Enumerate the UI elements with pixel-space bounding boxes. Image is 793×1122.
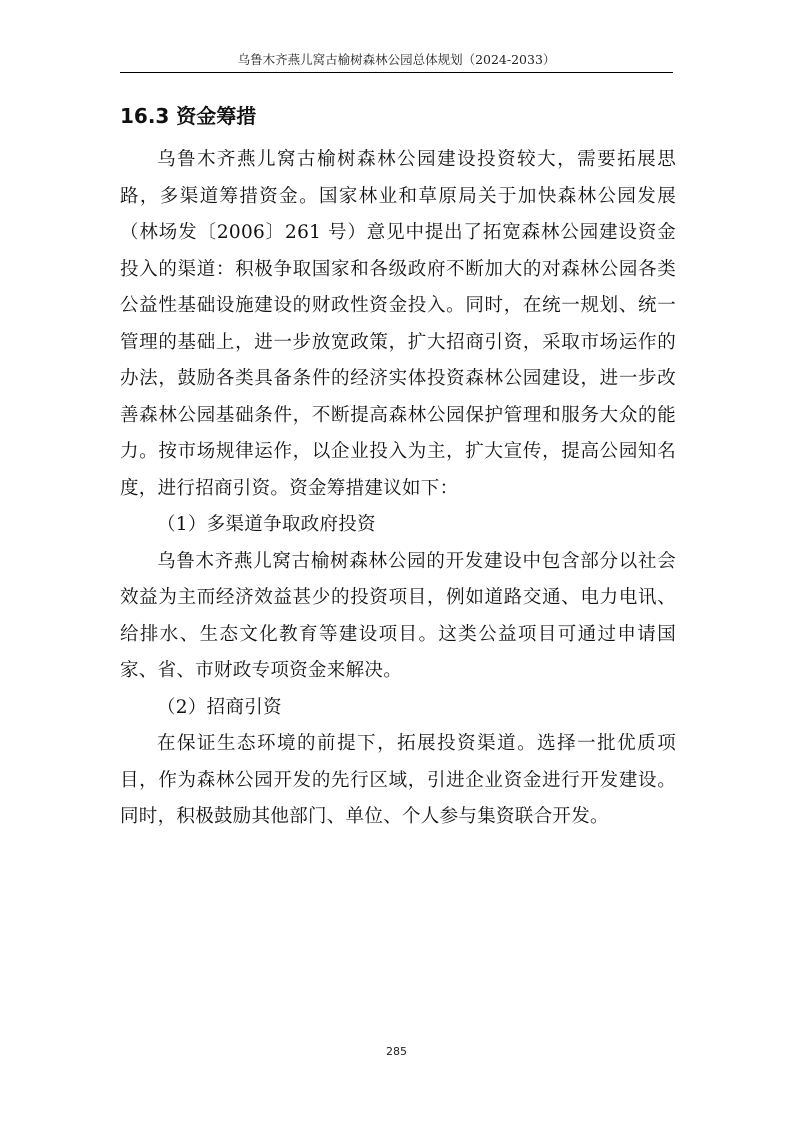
- paragraph-government-investment: 乌鲁木齐燕儿窝古榆树森林公园的开发建设中包含部分以社会效益为主而经济效益甚少的投资项目，例如道路交通、电力电讯、给排水、生态文化教育等建设项目。这类公益项目可通过申请国家、省、市财政专项资金来解决。: [120, 550, 676, 681]
- paragraph-investment-attraction: 在保证生态环境的前提下，拓展投资渠道。选择一批优质项目，作为森林公园开发的先行区域，引进企业资金进行开发建设。同时，积极鼓励其他部门、单位、个人参与集资联合开发。: [120, 733, 676, 827]
- section-heading: 16.3 资金筹措: [120, 104, 257, 128]
- subheading-investment-attraction: （2）招商引资: [157, 696, 282, 718]
- subheading-government-investment: （1）多渠道争取政府投资: [157, 514, 376, 535]
- body-text: [120, 142, 676, 836]
- running-header: 乌鲁木齐燕儿窝古榆树森林公园总体规划（2024-2033）: [237, 52, 556, 67]
- header-divider: [120, 72, 673, 73]
- page-number: 285: [386, 1045, 407, 1058]
- paragraph-intro: 乌鲁木齐燕儿窝古榆树森林公园建设投资较大，需要拓展思路，多渠道筹措资金。国家林业和草原局关于加快森林公园发展（林场发〔2006〕261 号）意见中提出了拓宽森林公园建设资金投入的渠道：积极争取国家和各级政府不断加大的对森林公园各类公益性基础设施建设的财政性资金投入。同时，在统一规划、统一管理的基础上，进一步放宽政策，扩大招商引资，采取市场运作的办法，鼓励各类具备条件的经济实体投资森林公园建设，进一步改善森林公园基础条件，不断提高森林公园保护管理和服务大众的能力。按市场规律运作，以企业投入为主，扩大宣传，提高公园知名度，进行招商引资。资金筹措建议如下：: [120, 149, 676, 499]
